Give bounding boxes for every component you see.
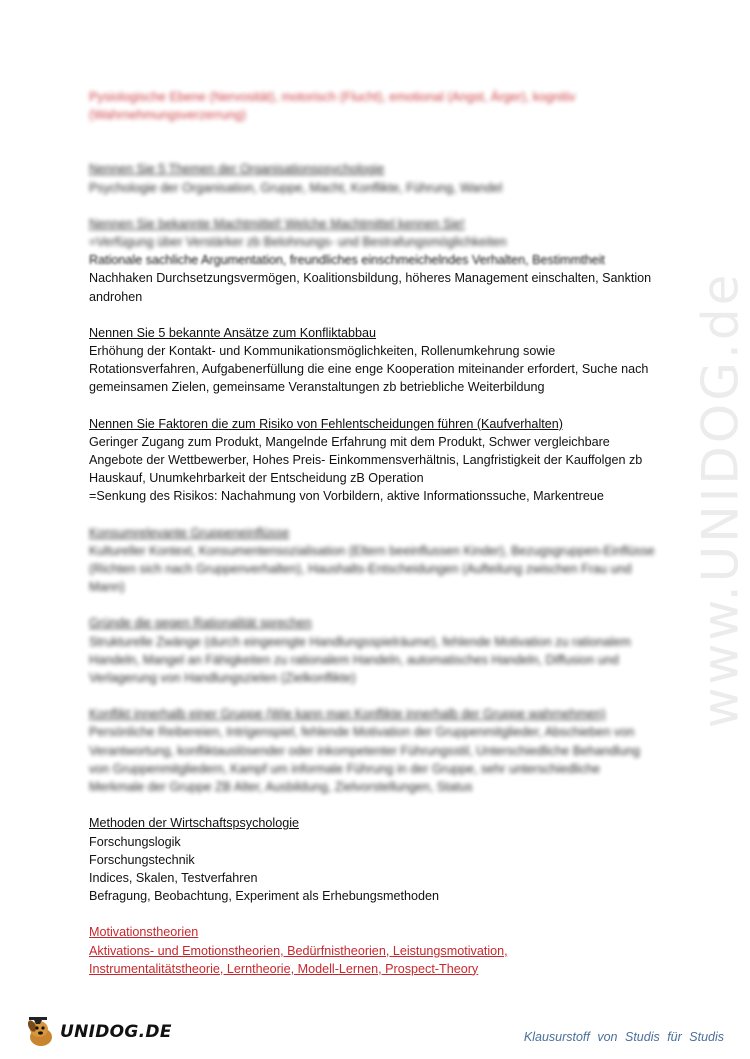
text-line: (Wahrnehmungsverzerrung): [89, 108, 247, 123]
section-conflict-reduction: [89, 324, 669, 397]
text-line: Geringer Zugang zum Produkt, Mangelnde Erfahrung mit dem Produkt, Schwer vergleichbare: [89, 434, 610, 449]
footer-tagline: Klausurstoff von Studis für Studis: [523, 1030, 724, 1044]
section-wrong-decision-risk: [89, 415, 669, 506]
text-line: gemeinsamen Zielen, gemeinsame Veranstaltungen zb betriebliche Weiterbildung: [89, 380, 545, 395]
text-line: von Gruppenmitgliedern, Kampf um informale Führung in der Gruppe, sehr unterschiedliche: [89, 761, 601, 776]
text-line: Instrumentalitätstheorie, Lerntheorie, Modell-Lernen, Prospect-Theory: [89, 961, 479, 976]
text-line: Rotationsverfahren, Aufgabenerfüllung die eine enge Kooperation miteinander erfordert, Suche nach: [89, 362, 649, 377]
text-line: Psychologie der Organisation, Gruppe, Macht, Konflikte, Führung, Wandel: [89, 180, 503, 195]
text-line: Strukturelle Zwänge (durch eingeengte Handlungsspielräume), fehlende Motivation zu rationalem: [89, 634, 631, 649]
question-heading: Gründe die gegen Rationalität sprechen: [89, 616, 312, 631]
question-heading: Nennen Sie bekannte Machtmittel! Welche Machtmittel kennen Sie!: [89, 216, 465, 231]
question-heading: Konflikt innerhalb einer Gruppe (Wie kann man Konflikte innerhalb der Gruppe wahrnehmen): [89, 707, 606, 722]
text-line: Nachhaken Durchsetzungsvermögen, Koalitionsbildung, höheres Management einschalten, Sanktion: [89, 271, 652, 286]
text-line: Hauskauf, Unumkehrbarkeit der Entscheidung zB Operation: [89, 471, 424, 486]
watermark: [691, 270, 750, 730]
text-line: =Senkung des Risikos: Nachahmung von Vorbildern, aktive Informationssuche, Markentreue: [89, 489, 604, 504]
text-line: Erhöhung der Kontakt- und Kommunikationsmöglichkeiten, Rollenumkehrung sowie: [89, 344, 556, 359]
section-methods: [89, 814, 669, 905]
question-heading: Konsumrelevante Gruppeneinflüsse: [89, 525, 290, 540]
unidog-logo: [24, 1014, 172, 1050]
watermark-text: www.UNIDOG.de: [691, 271, 750, 729]
text-line: Forschungslogik: [89, 834, 181, 849]
dog-mascot-icon: [24, 1015, 58, 1049]
section-against-rationality: [89, 614, 669, 687]
text-line: Handeln, Mangel an Fähigkeiten zu rationalem Handeln, automatisches Handeln, Diffusion und: [89, 652, 619, 667]
section-group-influences: [89, 524, 669, 597]
question-heading: Nennen Sie 5 Themen der Organisationspsychologie: [89, 162, 385, 177]
section-group-conflict: [89, 705, 669, 796]
text-line: Verantwortung, konfliktauslösender oder inkompetenter Führungsstil, Unterschiedliche Behandlung: [89, 743, 640, 758]
text-line: Kultureller Kontext, Konsumentensozialisation (Eltern beeinflussen Kinder), Bezugsgruppen-Einflüsse: [89, 543, 655, 558]
text-line: Rationale sachliche Argumentation, freundliches einschmeichelndes Verhalten, Bestimmtheit: [89, 253, 605, 268]
text-line: Angebote der Wettbewerber, Hohes Preis- Einkommensverhältnis, Langfristigkeit der Kauffolgen zb: [89, 453, 643, 468]
text-line: (Richten sich nach Gruppenverhalten), Haushalts-Entscheidungen (Aufteilung zwischen Frau und: [89, 562, 632, 577]
section-motivation-theories: [89, 923, 669, 978]
text-line: Verlagerung von Handlungszielen (Zielkonflikte): [89, 671, 356, 686]
text-line: Merkmale der Gruppe ZB Alter, Ausbildung, Zielvorstellungen, Status: [89, 780, 473, 795]
text-line: Indices, Skalen, Testverfahren: [89, 870, 258, 885]
text-line: Persönliche Reibereien, Intrigenspiel, fehlende Motivation der Gruppenmitglieder, Abschieben von: [89, 725, 635, 740]
text-line: Aktivations- und Emotionstheorien, Bedürfnistheorien, Leistungsmotivation,: [89, 943, 508, 958]
question-heading: Methoden der Wirtschaftspsychologie: [89, 816, 299, 831]
section-power-means: [89, 215, 669, 306]
text-line: Forschungstechnik: [89, 852, 195, 867]
text-line: Befragung, Beobachtung, Experiment als Erhebungsmethoden: [89, 889, 440, 904]
document-body: [89, 88, 669, 996]
logo-text: UNIDOG.DE: [60, 1022, 172, 1042]
question-heading: Nennen Sie 5 bekannte Ansätze zum Konfliktabbau: [89, 325, 377, 340]
text-line: =Verfügung über Verstärker zb Belohnungs- und Bestrafungsmöglichkeiten: [89, 235, 507, 250]
section-organisation-topics: [89, 160, 669, 196]
question-heading: Nennen Sie Faktoren die zum Risiko von Fehlentscheidungen führen (Kaufverhalten): [89, 416, 563, 431]
text-line: Pysiologische Ebene (Nervosität), motorisch (Flucht), emotional (Angst, Ärger), kognitiv: [89, 90, 576, 104]
question-heading: Motivationstheorien: [89, 925, 199, 940]
section-physiological-levels: [89, 88, 669, 124]
text-line: Mann): [89, 580, 125, 595]
text-line: androhen: [89, 289, 143, 304]
